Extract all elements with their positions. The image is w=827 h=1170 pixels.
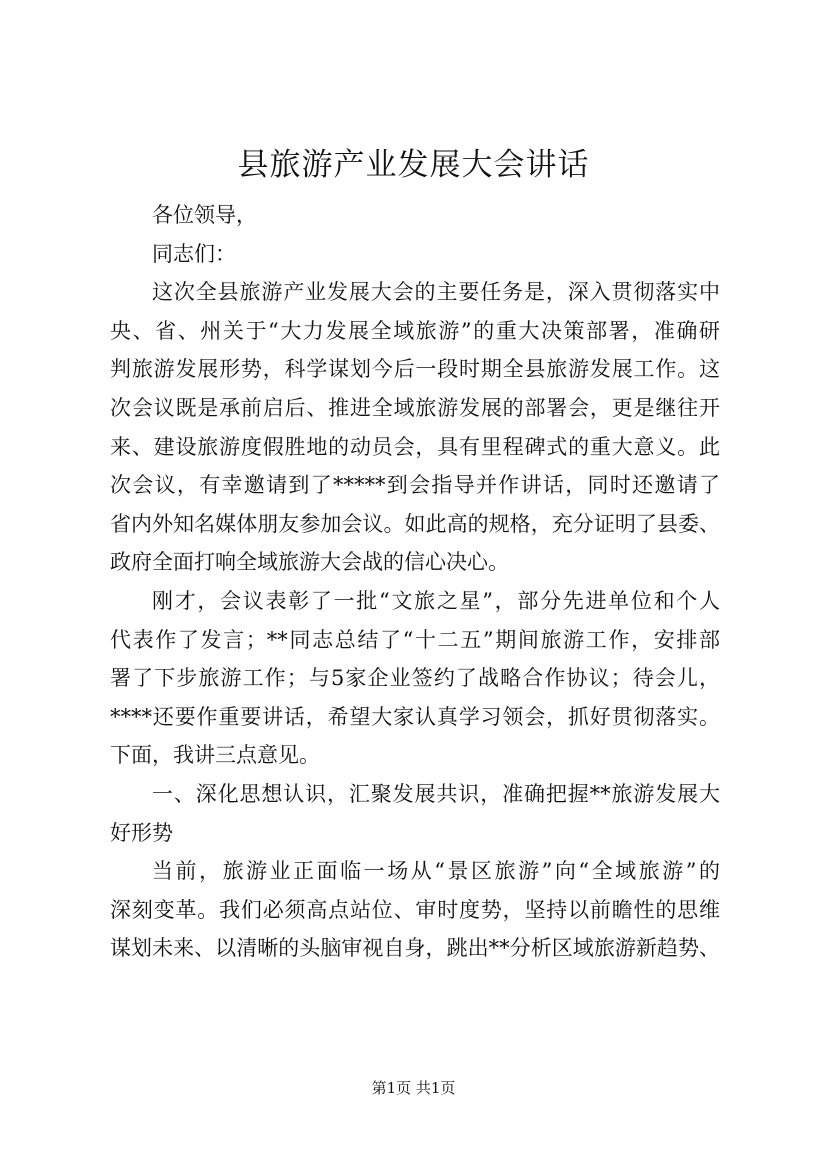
text-line: 下面，我讲三点意见。 <box>110 743 320 768</box>
page-footer: 第1页 共1页 <box>371 1079 456 1097</box>
text-line: 深刻变革。我们必须高点站位、审时度势，坚持以前瞻性的思维 <box>110 897 720 922</box>
document-title: 县旅游产业发展大会讲话 <box>237 147 590 183</box>
text-line: 各位领导， <box>152 203 257 227</box>
document-body <box>110 196 720 968</box>
text-line: 同志们： <box>152 241 236 266</box>
text-line: 央、省、州关于“大力发展全域旅游”的重大决策部署，准确研 <box>110 318 720 343</box>
text-line: 判旅游发展形势，科学谋划今后一段时期全县旅游发展工作。这 <box>110 357 720 382</box>
text-line: 一、深化思想认识，汇聚发展共识，准确把握**旅游发展大 <box>152 781 720 806</box>
text-line: 刚才，会议表彰了一批“文旅之星”，部分先进单位和个人 <box>152 588 720 613</box>
text-line: 代表作了发言；**同志总结了“十二五”期间旅游工作，安排部 <box>110 627 720 652</box>
text-line: 署了下步旅游工作；与5家企业签约了战略合作协议；待会儿， <box>110 666 720 691</box>
text-line: ****还要作重要讲话，希望大家认真学习领会，抓好贯彻落实。 <box>110 704 720 729</box>
text-line: 好形势 <box>110 820 173 845</box>
text-line: 次会议既是承前启后、推进全域旅游发展的部署会，更是继往开 <box>110 395 720 420</box>
text-line: 政府全面打响全域旅游大会战的信心决心。 <box>110 550 509 575</box>
text-line: 当前，旅游业正面临一场从“景区旅游”向“全域旅游”的 <box>152 859 720 884</box>
text-line: 这次全县旅游产业发展大会的主要任务是，深入贯彻落实中 <box>152 280 720 305</box>
text-line: 谋划未来、以清晰的头脑审视自身，跳出**分析区域旅游新趋势、 <box>110 936 720 961</box>
text-line: 次会议，有幸邀请到了*****到会指导并作讲话，同时还邀请了 <box>110 473 720 498</box>
text-line: 省内外知名媒体朋友参加会议。如此高的规格，充分证明了县委、 <box>110 511 720 536</box>
text-line: 来、建设旅游度假胜地的动员会，具有里程碑式的重大意义。此 <box>110 434 720 459</box>
